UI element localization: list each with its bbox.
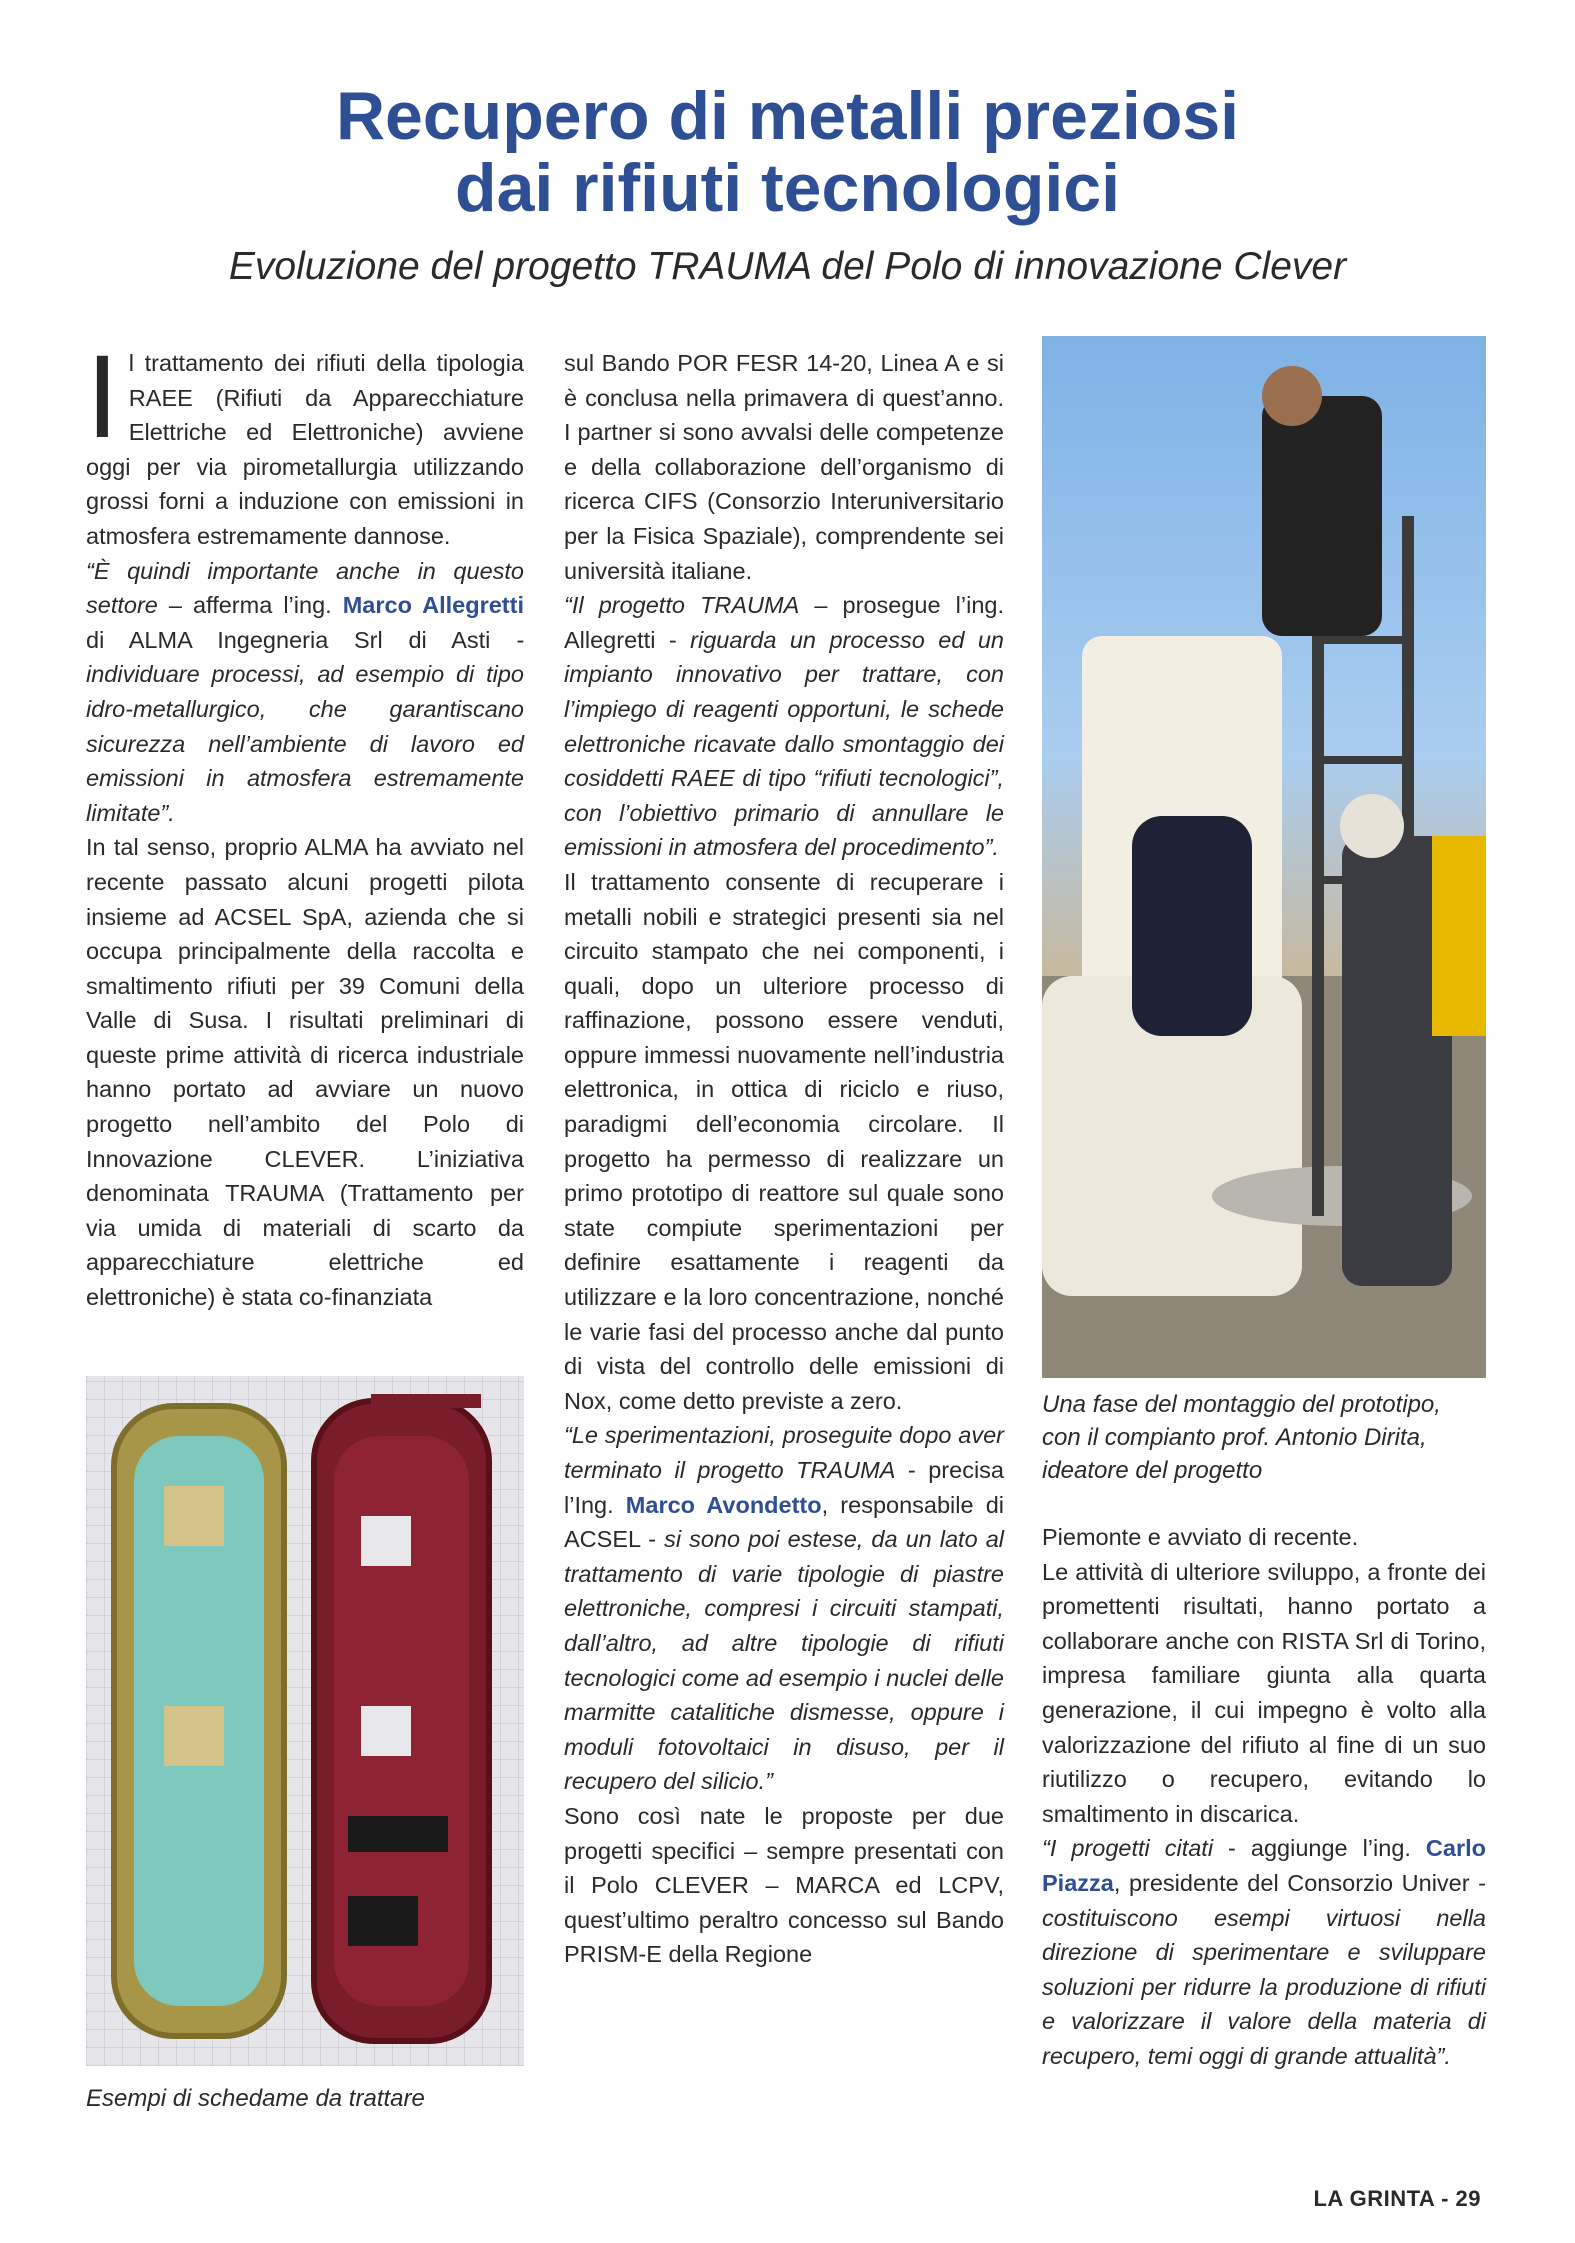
paragraph-piemonte: Piemonte e avviato di recente. — [1042, 1524, 1359, 1550]
text-column-1 — [86, 331, 524, 1315]
paragraph-alma: In tal senso, proprio ALMA ha avviato nel recente passato alcuni progetti pilota insieme ad ACSEL SpA, azienda che si occupa principalmente della raccolta e smaltimento rifiuti per 39 Comuni della Valle di Susa. I risultati preliminari di queste prime attività di ricerca industriale hanno portato ad avviare un nuovo progetto nell’ambito del Polo di Innovazione CLEVER. L’iniziativa denominata TRAUMA (Trattamento per via umida di materiali di scarto da apparecchiature elettriche ed elettroniche) è stata co-finanziata — [86, 834, 524, 1311]
drop-cap: I — [86, 331, 119, 463]
prototype-assembly-photo — [1042, 336, 1486, 1378]
person-name: Carlo Piazza — [1042, 1835, 1486, 1896]
paragraph-proposte: Sono così nate le proposte per due progetti specifici – sempre presentati con il Polo CLEVER – MARCA ed LCPV, quest’ultimo peraltro concesso sul Bando PRISM-E della Regione — [564, 1802, 1004, 1968]
article-title — [0, 80, 1575, 224]
circuit-boards-photo — [86, 1376, 524, 2066]
paragraph-quote-trauma: “Il progetto TRAUMA – prosegue l’ing. Allegretti - riguarda un processo ed un impianto innovativo per trattare, con l’impiego di reagenti opportuni, le schede elettroniche ricavate dallo smontaggio dei cosiddetti RAEE di tipo “rifiuti tecnologici”, con l’obiettivo primario di annullare le emissioni in atmosfera del procedimento”. — [564, 592, 1004, 861]
paragraph-quote-piazza: “I progetti citati - aggiunge l’ing. Carlo Piazza, presidente del Consorzio Univer - costituiscono esempi virtuosi nella direzione di sperimentare e sviluppare soluzioni per ridurre la produzione di rifiuti e valorizzare il valore della materia di recupero, temi oggi di grande attualità”. — [1042, 1835, 1486, 2069]
person-name: Marco Avondetto — [625, 1491, 822, 1518]
paragraph-trattamento: Il trattamento consente di recuperare i metalli nobili e strategici presenti sia nel circuito stampato che nei componenti, i quali, dopo un ulteriore processo di raffinazione, possono essere venduti, oppure immessi nuovamente nell’industria elettronica, in ottica di riciclo e riuso, paradigmi dell’economia circolare. Il progetto ha permesso di realizzare un primo prototipo di reattore sul quale sono state compiute sperimentazioni per definire esattamente i reagenti da utilizzare e la loro concentrazione, nonché le varie fasi del processo anche dal punto di vista del controllo delle emissioni di Nox, come detto previste a zero. — [564, 868, 1004, 1414]
text-column-3 — [1042, 1520, 1486, 2074]
paragraph-intro: Il trattamento dei rifiuti della tipologia RAEE (Rifiuti da Apparecchiature Elettriche ed Elettroniche) avviene oggi per via pirometallurgia utilizzando grossi forni a induzione con emissioni in atmosfera estremamente dannose. — [86, 331, 524, 549]
paragraph-quote-allegretti: “È quindi importante anche in questo settore – afferma l’ing. Marco Allegretti di ALMA Ingegneria Srl di Asti - individuare processi, ad esempio di tipo idro-metallurgico, che garantiscano sicurezza nell’ambiente di lavoro ed emissioni in atmosfera estremamente limitate”. — [86, 557, 524, 826]
title-line-1: Recupero di metalli preziosi — [335, 78, 1240, 154]
article-subtitle: Evoluzione del progetto TRAUMA del Polo di innovazione Clever — [228, 245, 1347, 288]
title-line-2: dai rifiuti tecnologici — [455, 150, 1120, 226]
page-footer: LA GRINTA - 29 — [1313, 2186, 1481, 2211]
text-column-2 — [564, 346, 1004, 1972]
prototype-illustration — [1042, 336, 1486, 1378]
paragraph-rista: Le attività di ulteriore sviluppo, a fronte dei promettenti risultati, hanno portato a collaborare anche con RISTA Srl di Torino, impresa familiare giunta alla quarta generazione, il cui impegno è volto alla valorizzazione del rifiuto al fine di un suo riutilizzo o recupero, evitando lo smaltimento in discarica. — [1042, 1558, 1486, 1827]
paragraph-quote-avondetto: “Le sperimentazioni, proseguite dopo aver terminato il progetto TRAUMA - precisa l’Ing. Marco Avondetto, responsabile di ACSEL - si sono poi estese, da un lato al trattamento di varie tipologie di piastre elettroniche, compresi i circuiti stampati, dall’altro, ad altre tipologie di rifiuti tecnologici come ad esempio i nuclei delle marmitte catalitiche dismesse, oppure i moduli fotovoltaici in disuso, per il recupero del silicio.” — [564, 1422, 1005, 1795]
caption-boards: Esempi di schedame da trattare — [86, 2085, 425, 2112]
person-name: Marco Allegretti — [342, 592, 524, 619]
paragraph-bando: sul Bando POR FESR 14-20, Linea A e si è conclusa nella primavera di quest’anno. I partner si sono avvalsi delle competenze e della collaborazione dell’organismo di ricerca CIFS (Consorzio Interuniversitario per la Fisica Spaziale), comprendente sei università italiane. — [564, 350, 1004, 584]
circuit-boards-illustration — [86, 1376, 524, 2066]
caption-prototype: Una fase del montaggio del prototipo, con il compianto prof. Antonio Dirita, ideatore del progetto — [1042, 1391, 1441, 1484]
